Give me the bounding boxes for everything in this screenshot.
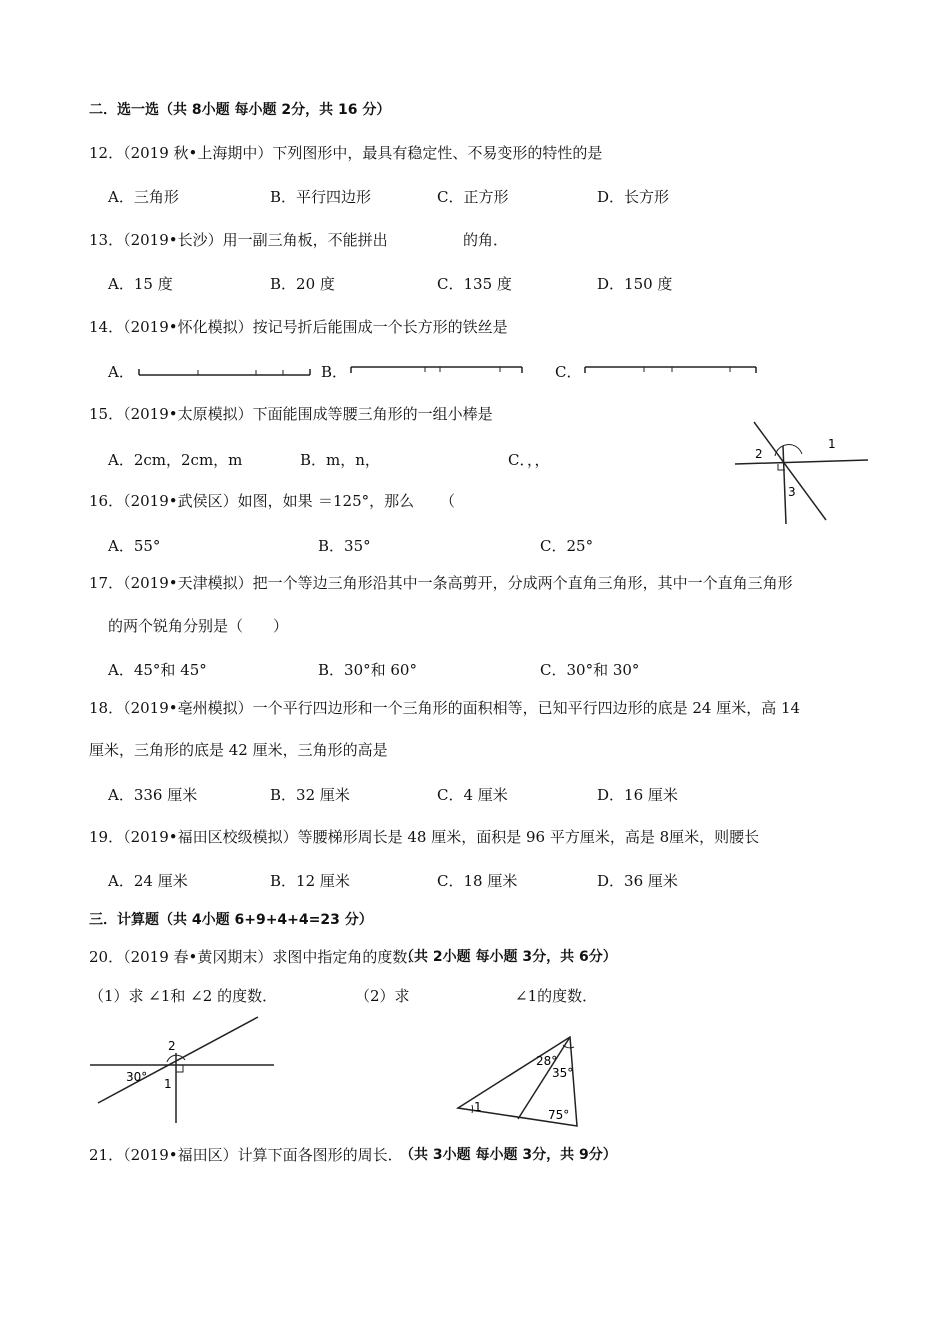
- q12-option-d[interactable]: D．长方形: [597, 188, 670, 206]
- q20-sub1: （1）求 ∠1和 ∠2 的度数．: [89, 987, 278, 1005]
- q21-score-note: （共 3小题 每小题 3分，共 9分）: [400, 1147, 617, 1163]
- q18-option-d[interactable]: D．16 厘米: [597, 786, 678, 804]
- q12-option-b[interactable]: B．平行四边形: [270, 188, 372, 206]
- q16-label-1: 1: [828, 437, 836, 451]
- q14-wire-b: [350, 362, 525, 382]
- q20-fig1-label-1: 1: [164, 1077, 172, 1091]
- q12-option-a[interactable]: A．三角形: [108, 188, 179, 206]
- q13-option-d[interactable]: D．150 度: [597, 275, 673, 293]
- q16-label-2: 2: [755, 447, 763, 461]
- q20-fig2-angle-75: 75°: [548, 1108, 570, 1122]
- q14-option-b[interactable]: B．: [321, 363, 348, 381]
- section-3-title: 三．计算题（共 4小题 6+9+4+4=23 分）: [89, 912, 373, 928]
- q20-fig2-angle-35: 35°: [552, 1066, 574, 1080]
- q15-option-a[interactable]: A．2cm，2cm，m: [108, 451, 243, 469]
- q14-stem: 14．（2019•怀化模拟）按记号折后能围成一个长方形的铁丝是: [89, 318, 508, 336]
- q16-option-a[interactable]: A．55°: [108, 537, 161, 555]
- q20-fig2-label-1: 1: [474, 1100, 482, 1114]
- q15-option-b[interactable]: B．m，n，: [300, 451, 380, 469]
- q20-sub2: （2）求: [355, 987, 410, 1005]
- q13-option-a[interactable]: A．15 度: [108, 275, 173, 293]
- q20-fig1-label-2: 2: [168, 1039, 176, 1053]
- q17-option-b[interactable]: B．30°和 60°: [318, 661, 417, 679]
- q19-option-b[interactable]: B．12 厘米: [270, 872, 350, 890]
- q20-figure-1: [88, 1015, 278, 1125]
- q20-score-note: （共 2小题 每小题 3分，共 6分）: [400, 949, 617, 965]
- q17-option-c[interactable]: C．30°和 30°: [540, 661, 640, 679]
- q13-stem: 13．（2019•长沙）用一副三角板，不能拼出: [89, 231, 388, 249]
- q14-option-a[interactable]: A．: [108, 363, 134, 381]
- q12-stem: 12．（2019 秋•上海期中）下列图形中，最具有稳定性、不易变形的特性的是: [89, 144, 603, 162]
- q16-stem-tail: （: [440, 492, 456, 510]
- q19-option-c[interactable]: C．18 厘米: [437, 872, 518, 890]
- q18-stem: 18．（2019•亳州模拟）一个平行四边形和一个三角形的面积相等，已知平行四边形的底是 24 厘米，高 14: [89, 699, 801, 717]
- q20-figure-2: [450, 1033, 590, 1133]
- q13-option-c[interactable]: C．135 度: [437, 275, 512, 293]
- q16-stem: 16．（2019•武侯区）如图，如果: [89, 492, 313, 510]
- q14-wire-a: [138, 362, 313, 382]
- q12-option-c[interactable]: C．正方形: [437, 188, 509, 206]
- q19-option-d[interactable]: D．36 厘米: [597, 872, 678, 890]
- q18-option-b[interactable]: B．32 厘米: [270, 786, 350, 804]
- q16-option-b[interactable]: B．35°: [318, 537, 371, 555]
- q16-stem-mid: ＝125°，那么: [318, 492, 415, 510]
- q20-fig2-angle-28: 28°: [536, 1054, 558, 1068]
- section-2-title: 二．选一选（共 8小题 每小题 2分，共 16 分）: [89, 102, 391, 118]
- q15-stem: 15．（2019•太原模拟）下面能围成等腰三角形的一组小棒是: [89, 405, 493, 423]
- q17-option-a[interactable]: A．45°和 45°: [108, 661, 207, 679]
- q21-stem: 21．（2019•福田区）计算下面各图形的周长．: [89, 1146, 403, 1164]
- q20-sub2-tail: ∠1的度数．: [515, 987, 598, 1005]
- q18-option-a[interactable]: A．336 厘米: [108, 786, 198, 804]
- q18-option-c[interactable]: C．4 厘米: [437, 786, 508, 804]
- q18-stem-line2: 厘米，三角形的底是 42 厘米，三角形的高是: [89, 741, 388, 759]
- q13-option-b[interactable]: B．20 度: [270, 275, 335, 293]
- q17-stem: 17．（2019•天津模拟）把一个等边三角形沿其中一条高剪开，分成两个直角三角形，其中一个直角三角形: [89, 574, 793, 592]
- q19-stem: 19．（2019•福田区校级模拟）等腰梯形周长是 48 厘米，面积是 96 平方厘米，高是 8厘米，则腰长: [89, 828, 760, 846]
- q14-option-c[interactable]: C．: [555, 363, 582, 381]
- q16-option-c[interactable]: C．25°: [540, 537, 594, 555]
- q17-stem-line2: 的两个锐角分别是（ ）: [108, 617, 289, 635]
- q20-stem: 20．（2019 春•黄冈期末）求图中指定角的度数．: [89, 948, 423, 966]
- q15-option-c[interactable]: C．，，: [508, 451, 550, 469]
- q13-stem-tail: 的角．: [463, 231, 509, 249]
- q14-wire-c: [584, 362, 759, 382]
- q16-label-3: 3: [788, 485, 796, 499]
- q19-option-a[interactable]: A．24 厘米: [108, 872, 188, 890]
- q16-figure: [730, 418, 870, 528]
- q20-fig1-angle-30: 30°: [126, 1070, 148, 1084]
